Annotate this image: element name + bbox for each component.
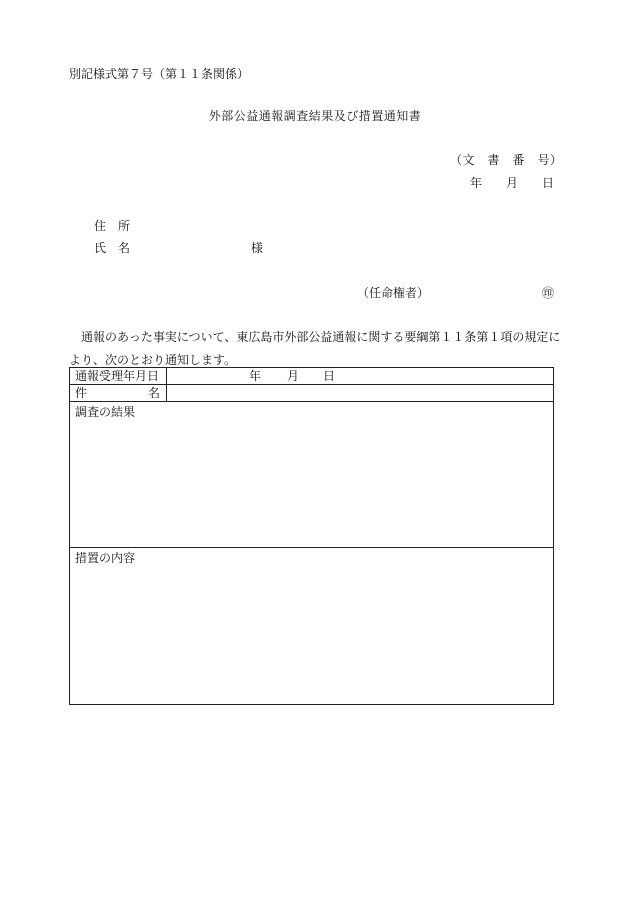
- honorific: 様: [251, 241, 264, 255]
- subject-label-first: 件: [75, 386, 88, 400]
- document-number: （文 書 番 号）: [450, 153, 563, 167]
- form-number: 別記様式第７号（第１１条関係）: [69, 67, 250, 81]
- receipt-day: 日: [323, 369, 336, 383]
- subject-value[interactable]: [167, 385, 553, 401]
- notice-body: [69, 326, 569, 372]
- receipt-date-row: [70, 368, 553, 385]
- notice-form-table: [69, 367, 554, 705]
- date-day: 日: [542, 176, 555, 190]
- issuer-label: （任命権者）: [357, 286, 430, 300]
- document-title: 外部公益通報調査結果及び措置通知書: [208, 109, 422, 123]
- measures-section[interactable]: [70, 548, 553, 704]
- date-year: 年: [470, 176, 483, 190]
- receipt-date-label: 通報受理年月日: [70, 368, 167, 384]
- seal-mark: ㊞: [542, 286, 555, 300]
- receipt-year: 年: [249, 369, 262, 383]
- name-label: 氏 名: [94, 241, 131, 255]
- subject-row: [70, 385, 553, 402]
- subject-label: [70, 385, 167, 401]
- investigation-result-section[interactable]: [70, 402, 553, 548]
- address-label: 住 所: [94, 219, 131, 233]
- notice-line-2: より、次のとおり通知します。: [69, 353, 237, 367]
- notice-line-1: 通報のあった事実について、東広島市外部公益通報に関する要綱第１１条第１項の規定に: [69, 330, 561, 344]
- investigation-result-label: 調査の結果: [75, 405, 136, 419]
- issue-date: [470, 177, 554, 189]
- receipt-date-value[interactable]: [167, 368, 553, 384]
- date-month: 月: [506, 176, 519, 190]
- subject-label-last: 名: [147, 386, 160, 400]
- receipt-month: 月: [287, 369, 300, 383]
- measures-label: 措置の内容: [75, 551, 136, 565]
